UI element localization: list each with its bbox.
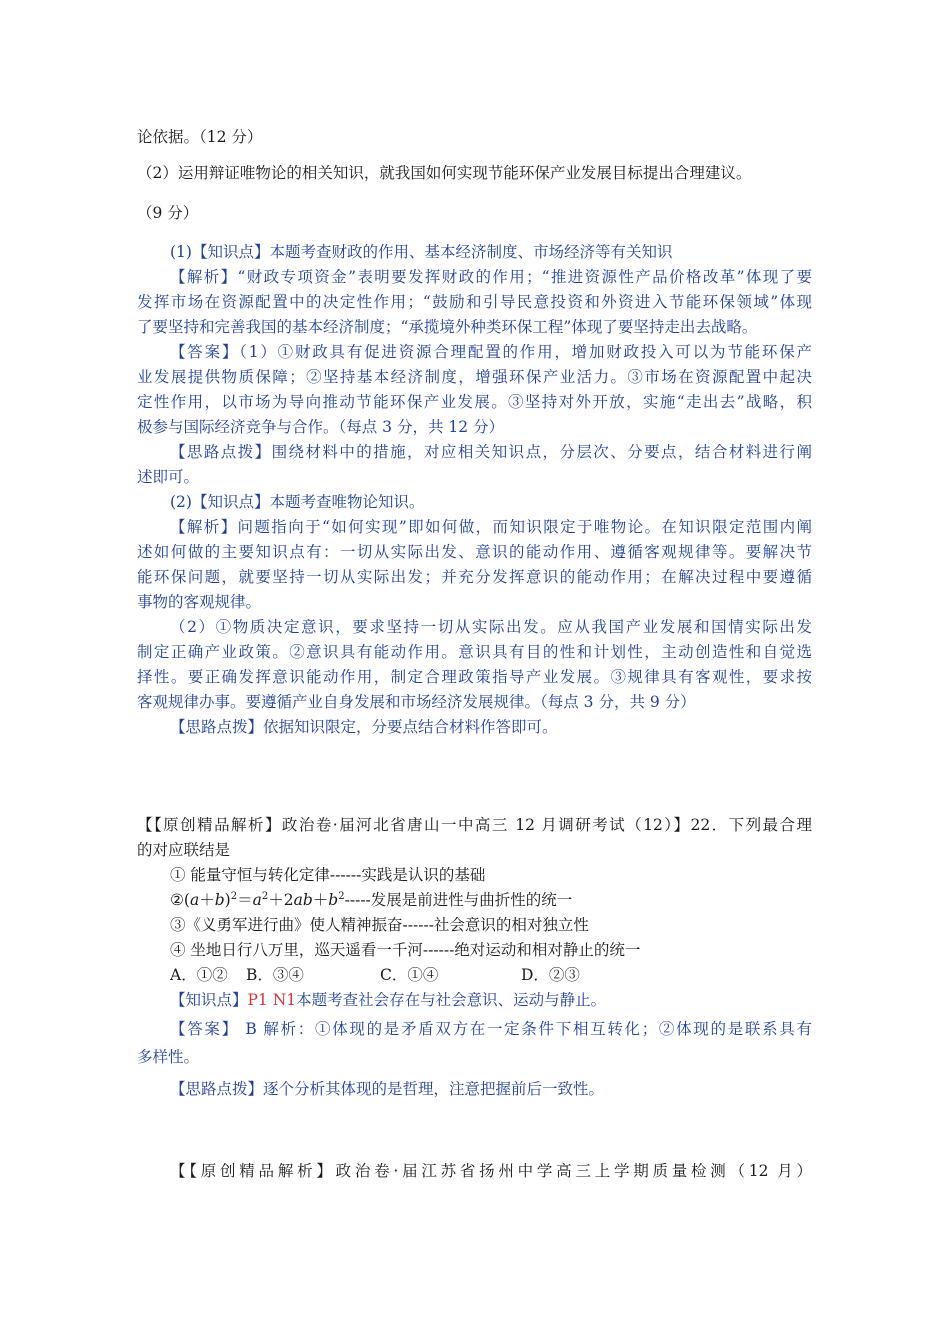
tip-line: 【思路点拨】逐个分析其体现的是哲理，注意把握前后一致性。 — [170, 1080, 605, 1098]
analysis-line: 发挥市场在资源配置中的决定性作用；“鼓励和引导民意投资和外资进入节能环保领域”体现 — [137, 293, 812, 311]
analysis-line: 能环保问题，就要坚持一切从实际出发；并充分发挥意识的能动作用；在解决过程中要遵循 — [137, 568, 812, 586]
tip-line: 述即可。 — [137, 468, 200, 486]
option-1: ① 能量守恒与转化定律------实践是认识的基础 — [170, 866, 486, 884]
answer-line: 客观规律办事。要遵循产业自身发展和市场经济发展规律。（每点 3 分，共 9 分） — [137, 693, 696, 711]
question-2: （2）运用辩证唯物论的相关知识，就我国如何实现节能环保产业发展目标提出合理建议。 — [137, 164, 752, 182]
analysis-line: 述如何做的主要知识点有：一切从实际出发、意识的能动作用、遵循客观规律等。要解决节 — [137, 543, 812, 561]
knowledge-point-2: (2)【知识点】本题考查唯物论知识。 — [170, 493, 425, 511]
question-tail: 论依据。（12 分） — [137, 128, 263, 146]
choice-d: D．②③ — [521, 966, 580, 984]
answer-line: 【答案】 B 解析：①体现的是矛盾双方在一定条件下相互转化；②体现的是联系具有 — [170, 1020, 812, 1038]
answer-line: 择性。要正确发挥意识能动作用，制定合理政策指导产业发展。③规律具有客观性，要求按 — [137, 668, 812, 686]
answer-line: 业发展提供物质保障；②坚持基本经济制度，增强环保产业活力。③市场在资源配置中起决 — [137, 368, 812, 386]
answer-line: 极参与国际经济竞争与合作。（每点 3 分，共 12 分） — [137, 418, 505, 436]
choice-a: A．①② — [170, 966, 228, 984]
tip-line: 【思路点拨】依据知识限定，分要点结合材料作答即可。 — [170, 718, 558, 736]
question-header: 的对应联结是 — [137, 841, 231, 859]
knowledge-point-3: 【知识点】P1 N1本题考查社会存在与社会意识、运动与静止。 — [170, 991, 607, 1009]
choice-b: B．③④ — [246, 966, 304, 984]
choice-c: C．①④ — [380, 966, 439, 984]
answer-line: 【答案】（1）①财政具有促进资源合理配置的作用，增加财政投入可以为节能环保产 — [170, 343, 812, 361]
answer-line: 定性作用，以市场为导向推动节能环保产业发展。③坚持对外开放，实施“走出去”战略，积 — [137, 393, 812, 411]
option-2: $②(a+b)^2=a^2+2ab+b^2-----$发展是前进性与曲折性的统一 — [170, 890, 573, 909]
knowledge-point-1: (1)【知识点】本题考查财政的作用、基本经济制度、市场经济等有关知识 — [170, 243, 673, 261]
question-score: （9 分） — [137, 204, 199, 222]
analysis-line: 事物的客观规律。 — [137, 593, 262, 611]
answer-line: 制定正确产业政策。②意识具有能动作用。意识具有目的性和计划性，主动创造性和自觉选 — [137, 643, 812, 661]
question-header: 【【原创精品解析】政治卷·届河北省唐山一中高三 12 月调研考试（12）】22．下列最合理 — [137, 816, 812, 834]
analysis-line: 了要坚持和完善我国的基本经济制度；“承揽境外种类环保工程”体现了要坚持走出去战略。 — [137, 318, 758, 336]
question-header: 【【原创精品解析】政治卷·届江苏省扬州中学高三上学期质量检测（12 月） — [170, 1162, 812, 1180]
answer-line: （2）①物质决定意识，要求坚持一切从实际出发。应从我国产业发展和国情实际出发 — [170, 618, 812, 636]
analysis-line: 【解析】“财政专项资金”表明要发挥财政的作用；“推进资源性产品价格改革”体现了要 — [170, 268, 812, 286]
knowledge-code: P1 N1 — [247, 991, 297, 1009]
answer-line: 多样性。 — [137, 1048, 200, 1066]
analysis-line: 【解析】问题指向于“如何实现”即如何做，而知识限定于唯物论。在知识限定范围内阐 — [170, 518, 812, 536]
option-3: ③《义勇军进行曲》使人精神振奋------社会意识的相对独立性 — [170, 916, 589, 934]
tip-line: 【思路点拨】围绕材料中的措施，对应相关知识点，分层次、分要点，结合材料进行阐 — [170, 443, 812, 461]
option-4: ④ 坐地日行八万里，巡天遥看一千河------绝对运动和相对静止的统一 — [170, 941, 641, 959]
